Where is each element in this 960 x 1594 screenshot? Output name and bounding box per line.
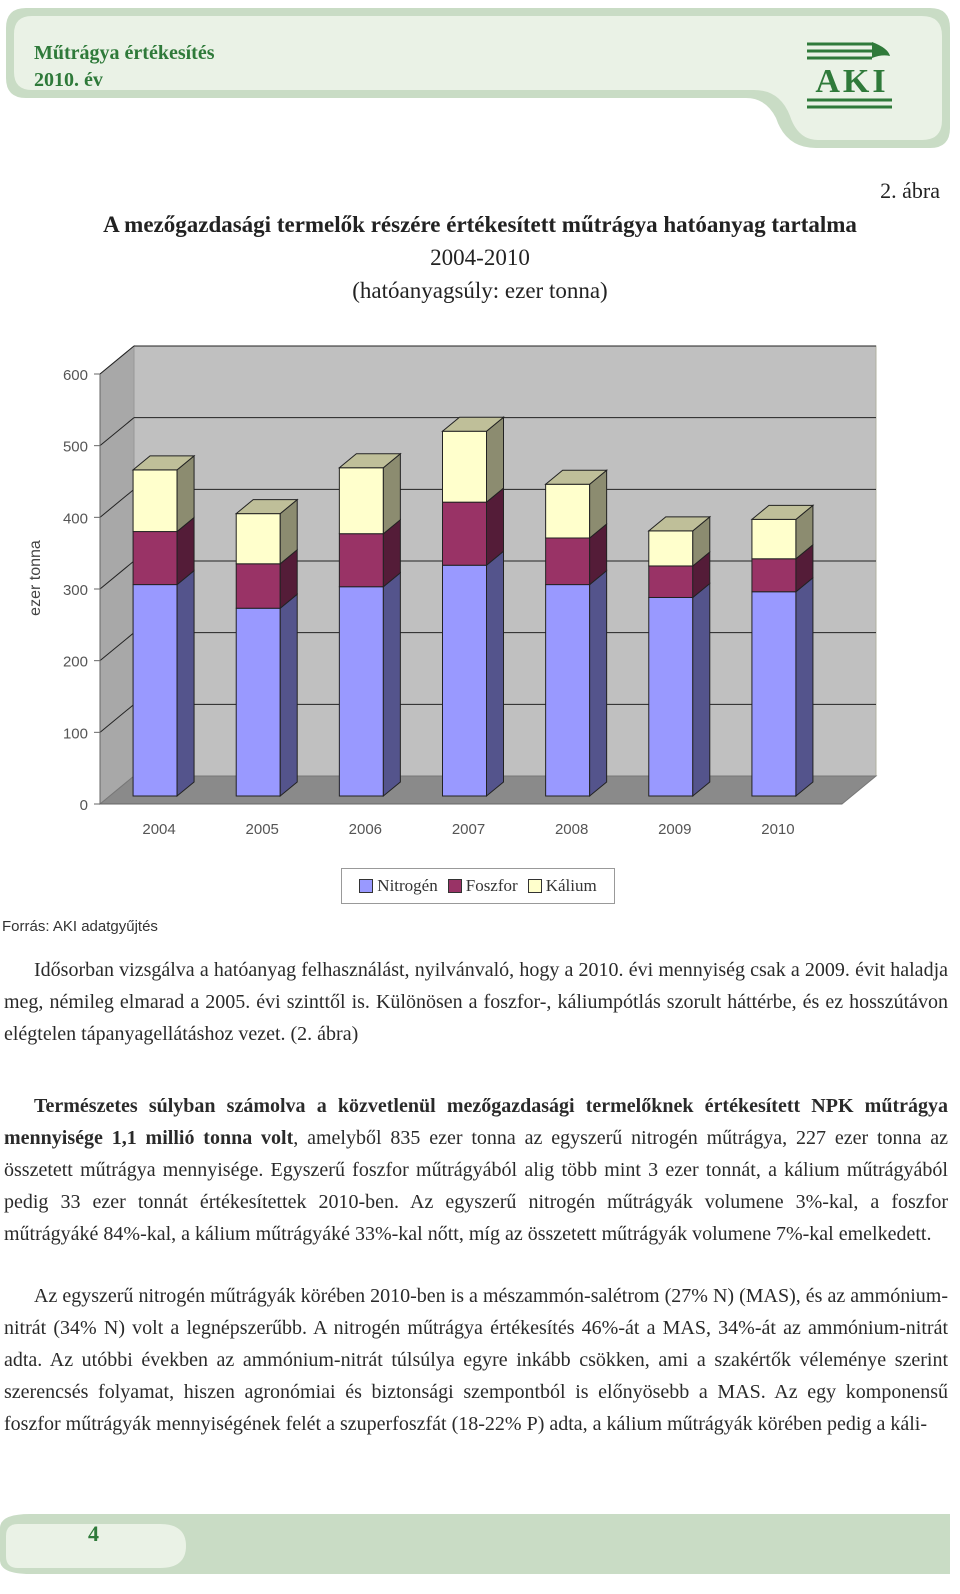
- bar-foszfor-2005: [236, 564, 280, 608]
- bar-foszfor-2004: [133, 532, 177, 585]
- bar-kálium-2006: [339, 468, 383, 534]
- legend-swatch: [448, 879, 462, 893]
- bar-kálium-2009: [649, 531, 693, 566]
- paragraph-2-bold: Természetes súlyban számolva a közvetlenül mezőgazdasági termelőknek értékesített NPK műtrágya mennyisége 1,1 millió tonna volt: [4, 1095, 948, 1149]
- bar-kálium-2008: [546, 484, 590, 538]
- source-note: Forrás: AKI adatgyűjtés: [2, 918, 158, 935]
- y-tick-label: 200: [62, 653, 88, 671]
- aki-logo: [802, 38, 912, 118]
- bar-nitrogén-2007: [443, 565, 487, 796]
- bar-foszfor-2008: [546, 538, 590, 585]
- bar-nitrogén-2010: [752, 592, 796, 796]
- y-tick-label: 600: [62, 367, 88, 384]
- legend-label: Nitrogén: [377, 876, 438, 895]
- x-tick-label: 2005: [245, 821, 279, 838]
- x-tick-label: 2007: [451, 821, 486, 838]
- bar-kálium-2010: [752, 519, 796, 558]
- y-tick-label: 400: [62, 510, 88, 528]
- bar-side-nitrogén-2010: [796, 578, 813, 796]
- legend-label: Foszfor: [465, 876, 518, 895]
- x-tick-label: 2006: [348, 821, 383, 838]
- header-title: [34, 40, 215, 94]
- legend-item: [359, 876, 437, 896]
- x-tick-label: 2010: [761, 821, 795, 838]
- legend-swatch: [528, 879, 542, 893]
- page-number: 4: [88, 1521, 99, 1546]
- bar-side-nitrogén-2004: [177, 571, 194, 796]
- figure-title: [0, 208, 960, 307]
- bar-side-nitrogén-2006: [383, 573, 400, 796]
- y-tick-label: 0: [79, 797, 88, 814]
- bar-kálium-2005: [236, 514, 280, 564]
- bar-kálium-2007: [443, 431, 487, 502]
- y-axis-label: ezer tonna: [27, 540, 44, 616]
- bar-side-nitrogén-2009: [693, 583, 710, 796]
- bar-kálium-2004: [133, 470, 177, 532]
- bar-side-nitrogén-2008: [590, 571, 607, 796]
- x-tick-label: 2009: [658, 821, 692, 838]
- paragraph-1: Idősorban vizsgálva a hatóanyag felhasználást, nyilvánvaló, hogy a 2010. évi mennyiség csak a 2009. évit haladja meg, némileg elmarad a 2005. évi szinttől is. Különösen a foszfor-, káliumpótlás szorult háttérbe, és ez hosszútávon elégtelen tápanyagellátáshoz vezet. (2. ábra): [4, 959, 948, 1045]
- figure-title-line3: (hatóanyagsúly: ezer tonna): [352, 278, 608, 303]
- bar-foszfor-2006: [339, 534, 383, 587]
- bar-side-kálium-2007: [487, 417, 504, 502]
- bar-nitrogén-2006: [339, 587, 383, 796]
- bar-foszfor-2010: [752, 559, 796, 592]
- logo-text: AKI: [815, 63, 889, 100]
- x-tick-label: 2008: [554, 821, 589, 838]
- legend-item: [528, 876, 597, 896]
- y-tick-label: 100: [62, 725, 88, 743]
- bar-side-nitrogén-2007: [487, 551, 504, 796]
- bar-side-nitrogén-2005: [280, 594, 297, 796]
- paragraph-2: [4, 1090, 948, 1250]
- header-line1: Műtrágya értékesítés: [34, 42, 215, 64]
- paragraph-2-rest: , amelyből 835 ezer tonna az egyszerű nitrogén műtrágya, 227 ezer tonna az összetett műtrágya mennyisége. Egyszerű foszfor műtrágyából alig több mint 3 ezer tonnát, a kálium műtrágyából pedig 33 ezer tonnát értékesítettek 2010-ben. Az egyszerű nitrogén műtrágyák volumene 3%-kal, a foszfor műtrágyáké 84%-kal, a kálium műtrágyáké 33%-kal nőtt, míg az összetett műtrágyák volumene 7%-kal emelkedett.: [4, 1127, 948, 1245]
- footer-band: [0, 1504, 960, 1594]
- stacked-bar-chart: [0, 340, 960, 860]
- figure-title-line2: 2004-2010: [430, 245, 530, 270]
- figure-number: 2. ábra: [880, 178, 940, 203]
- legend-item: [448, 876, 518, 896]
- bar-foszfor-2009: [649, 566, 693, 598]
- bar-nitrogén-2005: [236, 608, 280, 796]
- header-line2: 2010. év: [34, 69, 103, 91]
- x-tick-label: 2004: [142, 821, 176, 838]
- paragraph-3: Az egyszerű nitrogén műtrágyák körében 2010-ben is a mészammón-salétrom (27% N) (MAS), és az ammónium-nitrát (34% N) volt a legnépszerűbb. A nitrogén műtrágya értékesítés 46%-át a MAS, 34%-át az ammónium-nitrát adta. Az utóbbi években az ammónium-nitrát túlsúlya egyre inkább csökken, ami a szakértők véleménye szerint szerencsés folyamat, hiszen agronómiai és biztonsági szempontból is előnyösebb a MAS. Az egy komponensű foszfor műtrágyák mennyiségének felét a szuperfoszfát (18-22% P) adta, a kálium műtrágyák körében pedig a káli-: [4, 1285, 948, 1435]
- bar-nitrogén-2008: [546, 585, 590, 796]
- bar-nitrogén-2004: [133, 585, 177, 796]
- legend-label: Kálium: [545, 876, 597, 895]
- figure-title-line1: A mezőgazdasági termelők részére értékesített műtrágya hatóanyag tartalma: [103, 212, 857, 237]
- bar-nitrogén-2009: [649, 597, 693, 796]
- y-tick-label: 500: [62, 438, 88, 456]
- chart-legend: [341, 868, 615, 904]
- y-tick-label: 300: [62, 582, 88, 599]
- legend-swatch: [359, 879, 373, 893]
- bar-foszfor-2007: [443, 502, 487, 565]
